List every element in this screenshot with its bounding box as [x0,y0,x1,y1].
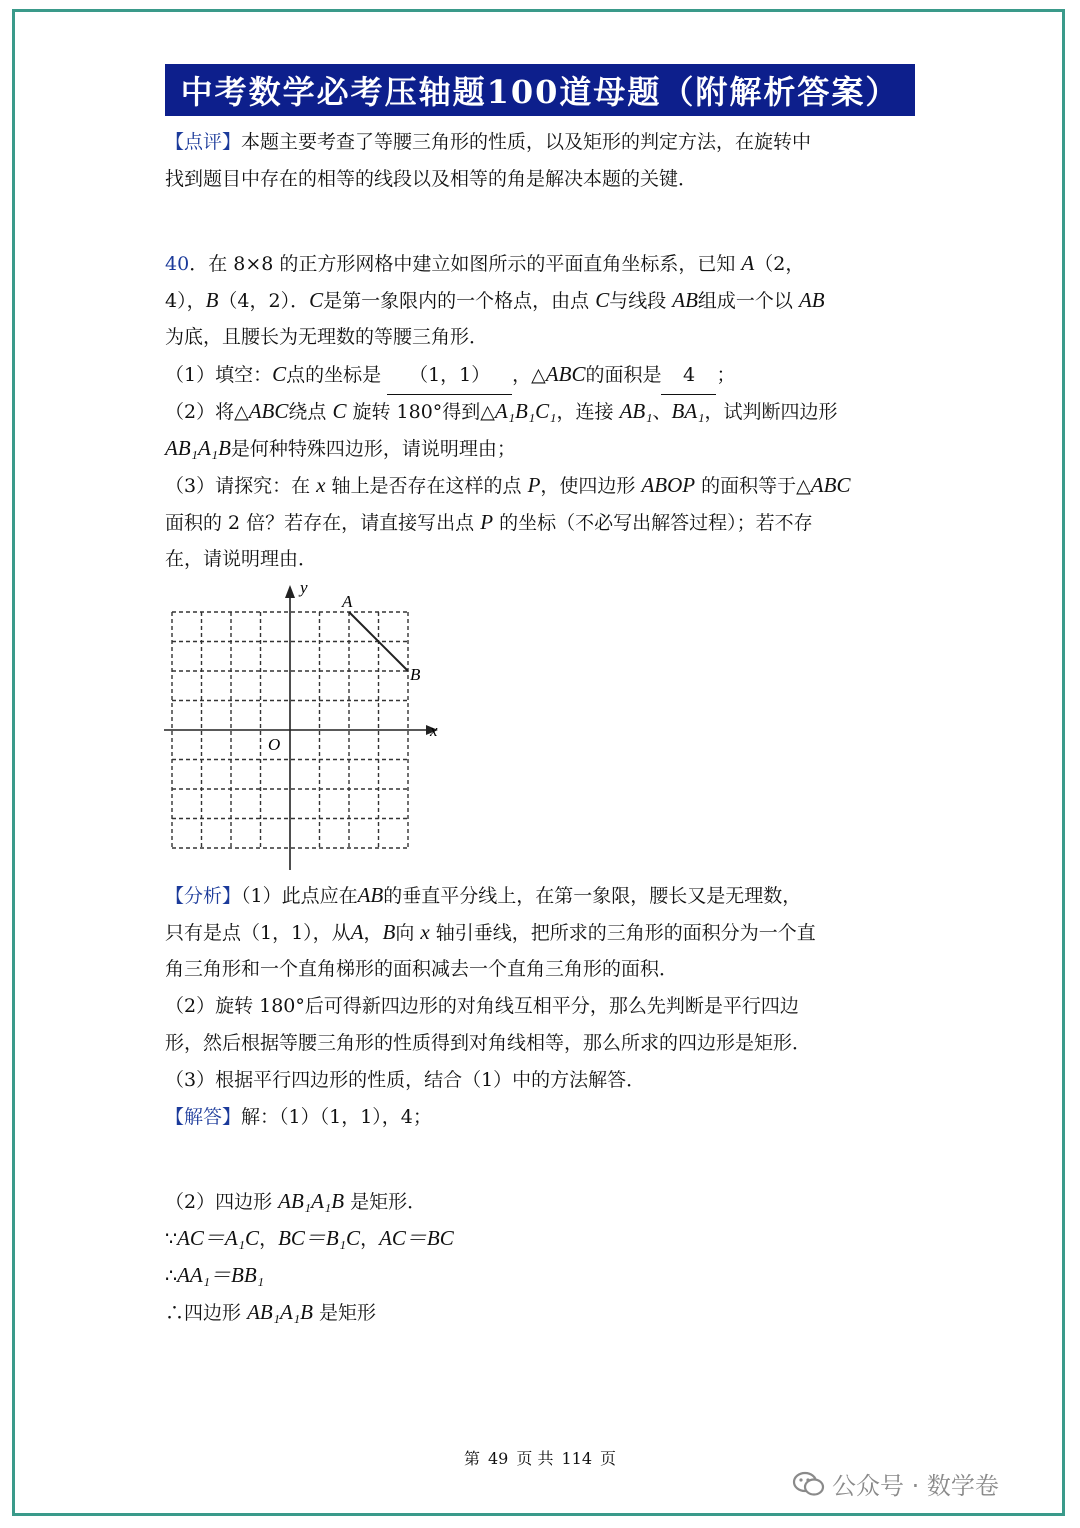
page-total: 114 [561,1449,592,1468]
var: AB₁ [619,399,653,423]
answer-line-5 [165,1294,925,1331]
text: 与线段 [609,290,667,312]
grid-svg [160,578,450,873]
var: C [595,288,610,312]
text: （2）四边形 [165,1191,273,1213]
var: AC＝A₁C [177,1226,260,1250]
analysis-line-3 [165,951,925,988]
var: A₁B₁C₁ [494,399,557,423]
var: BC＝B₁C [278,1226,361,1250]
page-content [165,124,925,578]
text: 的面积等于△ [701,475,811,497]
text: （3）根据平行四边形的性质，结合（1）中的方法解答． [165,1069,646,1091]
text: 向 [395,922,415,944]
watermark [792,1466,999,1504]
problem-line-2 [165,282,925,319]
text: 组成一个以 [697,290,793,312]
text: 解：（1）（1，1），4； [241,1106,432,1128]
answer-tag: 【解答】 [165,1106,242,1128]
var: AC＝BC [379,1226,454,1250]
analysis-line-2 [165,914,925,951]
text: 第 [463,1449,480,1468]
question-3-line-2 [165,504,925,541]
var: AA₁＝BB₁ [177,1263,265,1287]
var: P [480,510,494,534]
review-line-1 [165,124,925,161]
var: C [332,399,347,423]
text: （1）此点应在 [241,885,358,907]
text: 的坐标（不必写出解答过程）；若不存 [499,512,813,534]
var: C [272,362,287,386]
question-1 [165,356,925,393]
text: 页 共 [516,1449,554,1468]
text: 轴引垂线，把所求的三角形的面积分为一个直 [435,922,816,944]
text: 是第一象限内的一个格点，由点 [323,290,590,312]
point-a-figure-label: A [342,592,353,611]
text: 形，然后根据等腰三角形的性质得到对角线相等，那么所求的四边形是矩形． [165,1032,812,1054]
var: ABC [248,399,289,423]
var: P [527,473,541,497]
var: BA₁ [671,399,705,423]
answer-line-3 [165,1220,925,1257]
question-3 [165,467,925,504]
var: ABC [545,362,586,386]
wechat-icon [792,1470,826,1504]
analysis-line-6 [165,1062,925,1099]
text: 4）， [165,290,206,312]
text: ，试判断四边形 [704,401,838,423]
page-title: 中考数学必考压轴题100道母题（附解析答案） [165,64,916,116]
analysis-tag: 【分析】 [165,885,242,907]
text: ∴ [165,1265,178,1287]
var: AB₁A₁B [247,1300,313,1324]
problem-line-3 [165,319,925,356]
text: （2）将△ [165,401,249,423]
problem-line-1 [165,245,925,282]
answer-blank-area: 4 [661,357,716,395]
var: AB [798,288,825,312]
var: AB₁A₁B [165,436,231,460]
answer-blank-coord: （1，1） [387,357,512,395]
review-line-2 [165,161,925,198]
review-text-2: 找到题目中存在的相等的线段以及相等的角是解决本题的关键． [165,168,698,190]
text: 页 [600,1449,617,1468]
analysis-section [165,877,925,1331]
var: AB [357,883,384,907]
text: 角三角形和一个直角梯形的面积减去一个直角三角形的面积． [165,958,679,980]
point-b-figure-label: B [410,665,421,684]
text: 是何种特殊四边形，请说明理由； [230,438,516,460]
text: （4，2）． [218,290,310,312]
text: （2）旋转 180°后可得新四边形的对角线互相平分，那么先判断是平行四边 [165,995,799,1017]
var: B [382,920,396,944]
analysis-line-5 [165,1025,925,1062]
text: 是矩形 [319,1302,377,1324]
text: 为底，且腰长为无理数的等腰三角形． [165,326,489,348]
answer-line-4 [165,1257,925,1294]
text: ； [716,364,736,386]
point-a-coord: （2， [754,253,805,275]
text: 、 [652,401,672,423]
var: A [350,920,364,944]
var: C [309,288,324,312]
text: （3）请探究：在 [165,475,311,497]
y-axis-label: y [300,578,308,597]
problem-number: 40 [165,253,190,275]
problem-text: ．在 8×8 的正方形网格中建立如图所示的平面直角坐标系，已知 [189,253,736,275]
var: B [205,288,219,312]
text: 只有是点（1，1），从 [165,922,351,944]
y-axis-arrow-icon [285,585,295,598]
answer-line-1 [165,1099,925,1136]
answer-line-2 [165,1183,925,1220]
var: x [420,920,430,944]
analysis-line-4 [165,988,925,1025]
text: ，△ [512,364,546,386]
point-a-label: A [741,251,755,275]
text: 旋转 180°得到△ [352,401,495,423]
page-number: 49 [488,1449,509,1468]
review-text-1: 本题主要考查了等腰三角形的性质，以及矩形的判定方法，在旋转中 [241,131,812,153]
x-axis-label: x [430,721,438,740]
text: 绕点 [288,401,327,423]
watermark-text: 公众号 · 数学卷 [832,1472,999,1500]
text: 是矩形． [350,1191,427,1213]
text: 面积的 2 倍？若存在，请直接写出点 [165,512,475,534]
var: ABOP [641,473,696,497]
text: 轴上是否存在这样的点 [331,475,522,497]
text: 的面积是 [585,364,662,386]
question-2-line-2 [165,430,925,467]
var: x [316,473,326,497]
review-tag: 【点评】 [165,131,242,153]
text: ∴四边形 [165,1302,242,1324]
var: AB [672,288,698,312]
question-2 [165,393,925,430]
text: ， [360,1228,380,1250]
analysis-line-1 [165,877,925,914]
text: 在，请说明理由． [165,548,318,570]
text: ， [259,1228,279,1250]
text: 点的坐标是 [286,364,382,386]
text: ∵ [165,1228,178,1250]
coordinate-figure [160,578,450,873]
text: 的垂直平分线上，在第一象限，腰长又是无理数， [383,885,802,907]
origin-label: O [268,735,281,754]
text: ， [363,922,383,944]
question-3-line-3 [165,541,925,578]
text: ，使四边形 [540,475,636,497]
text: ，连接 [556,401,614,423]
text: （1）填空： [165,364,273,386]
var: ABC [810,473,851,497]
var: AB₁A₁B [278,1189,345,1213]
